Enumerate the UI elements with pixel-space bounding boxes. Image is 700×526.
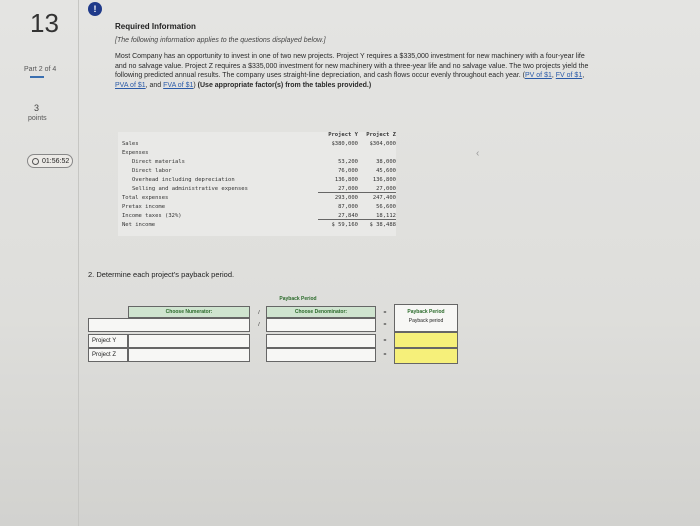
financials-row-label: Total expenses [122, 195, 169, 201]
equals-symbol-blank: = [383, 322, 387, 328]
equals-symbol-z: = [383, 352, 387, 358]
financials-value-z: $304,000 [369, 141, 396, 147]
financials-value-y: $ 59,160 [331, 222, 358, 228]
question2-text: 2. Determine each project's payback period. [88, 270, 235, 279]
result-header [394, 304, 458, 332]
link-fv[interactable]: FV of $1 [555, 72, 583, 79]
financials-row-label: Selling and administrative expenses [132, 186, 248, 192]
row-label-project-y [88, 334, 128, 348]
financials-row-label: Pretax income [122, 204, 166, 210]
payback-title: Payback Period [279, 296, 317, 302]
col-denominator-header: Choose Denominator: [266, 306, 376, 318]
financials-value-z: 27,000 [356, 186, 396, 193]
financials-row [118, 177, 396, 185]
blank-row-denominator[interactable] [266, 318, 376, 332]
points-label: points [28, 115, 47, 122]
col-project-z: Project Z [366, 132, 396, 138]
timer[interactable] [27, 154, 73, 168]
required-info-heading: Required Information [115, 22, 196, 31]
link-pv[interactable]: PV of $1 [525, 72, 552, 79]
chevron-left-icon: ‹ [476, 148, 480, 159]
financials-row-label: Expenses [122, 150, 149, 156]
financials-value-z: 56,600 [376, 204, 396, 210]
link-fva[interactable]: FVA of $1 [163, 81, 194, 89]
financials-row [118, 168, 396, 176]
project-z-payback-input[interactable] [394, 348, 458, 364]
result-header-sub: Payback period [408, 318, 444, 324]
blank-row-numerator[interactable] [88, 318, 250, 332]
equals-symbol-y: = [383, 338, 387, 344]
financials-value-y: 87,000 [338, 204, 358, 210]
links-and: and [149, 81, 162, 89]
financials-value-z: 38,000 [376, 159, 396, 165]
question-number: 13 [30, 8, 59, 38]
financials-row-label: Sales [122, 141, 139, 147]
financials-header-row [118, 132, 396, 140]
divide-symbol: / [258, 310, 260, 316]
financials-value-y: 293,000 [334, 195, 358, 201]
col-numerator-header: Choose Numerator: [128, 306, 250, 318]
financials-value-y: 27,840 [318, 213, 358, 220]
clock-icon [32, 158, 39, 165]
financials-row [118, 195, 396, 203]
financials-row-label: Overhead including depreciation [132, 177, 235, 183]
row-y-label: Project Y [92, 338, 117, 344]
part-label: Part 2 of 4 [24, 66, 57, 73]
financials-row [118, 150, 396, 158]
financials-row [118, 186, 396, 194]
problem-paragraph: Most Company has an opportunity to invest in one of two new projects. Project Y requires a $335,000 investment for new machinery with a four-year life and no salvage value. Project Z requires a $335,000 investment for new machinery with a three-year life and no salvage value. The two projects yield the following predicted annual results. The company uses straight-line depreciation, and cash flows occur evenly throughout each year. (PV of $1, FV of $1, PVA of $1, and FVA of $1) (Use appropriate factor(s) from the tables provided.) [115, 53, 589, 89]
financials-value-y: 136,800 [334, 177, 358, 183]
question-content [115, 18, 595, 90]
instruction-text: (Use appropriate factor(s) from the tables provided.) [197, 81, 372, 89]
points-value: 3 [34, 103, 40, 113]
row-label-project-z [88, 348, 128, 362]
equals-symbol-header: = [383, 310, 387, 316]
link-pva[interactable]: PVA of $1 [115, 81, 146, 89]
financials-row-label: Net income [122, 222, 156, 228]
project-z-denominator-input[interactable] [266, 348, 376, 362]
project-y-denominator-input[interactable] [266, 334, 376, 348]
financials-row-label: Direct labor [132, 168, 172, 174]
financials-value-y: 76,000 [338, 168, 358, 174]
financials-value-z: 136,800 [372, 177, 396, 183]
financials-value-z: 18,112 [356, 213, 396, 220]
alert-icon[interactable]: ! [88, 2, 102, 16]
financials-row [118, 159, 396, 167]
financials-row [118, 213, 396, 221]
financials-value-z: 247,400 [372, 195, 396, 201]
financials-value-y: 27,000 [318, 186, 358, 193]
financials-value-y: 53,200 [338, 159, 358, 165]
col-project-y: Project Y [328, 132, 358, 138]
timer-text: 01:56:52 [42, 157, 70, 165]
project-y-numerator-input[interactable] [128, 334, 250, 348]
financials-value-z: 45,600 [376, 168, 396, 174]
financials-value-z: $ 38,488 [369, 222, 396, 228]
problem-text: Most Company has an opportunity to invest in one of two new projects. Project Y requires a $335,000 investment for new machinery with a four-year life and no salvage value. Project Z requires a $335,000 investment for new machinery with a three-year life and no salvage value. The two projects yield the following predicted annual results. The company uses straight-line depreciation, and cash flows occur evenly throughout each year. [115, 53, 589, 79]
info-note: [The following information applies to the questions displayed below.] [115, 37, 326, 44]
project-y-payback-input[interactable] [394, 332, 458, 348]
financials-table [118, 132, 396, 236]
row-z-label: Project Z [92, 352, 117, 358]
part-progress-bar [30, 76, 44, 78]
financials-row [118, 141, 396, 149]
divide-symbol-blank: / [258, 322, 260, 328]
financials-value-y: $380,000 [331, 141, 358, 147]
question-sidebar [0, 0, 79, 526]
financials-row-label: Income taxes (32%) [122, 213, 182, 219]
financials-row [118, 204, 396, 212]
result-header-title: Payback Period [407, 309, 445, 315]
financials-row-label: Direct materials [132, 159, 185, 165]
financials-row [118, 222, 396, 230]
payback-table [88, 296, 458, 366]
project-z-numerator-input[interactable] [128, 348, 250, 362]
